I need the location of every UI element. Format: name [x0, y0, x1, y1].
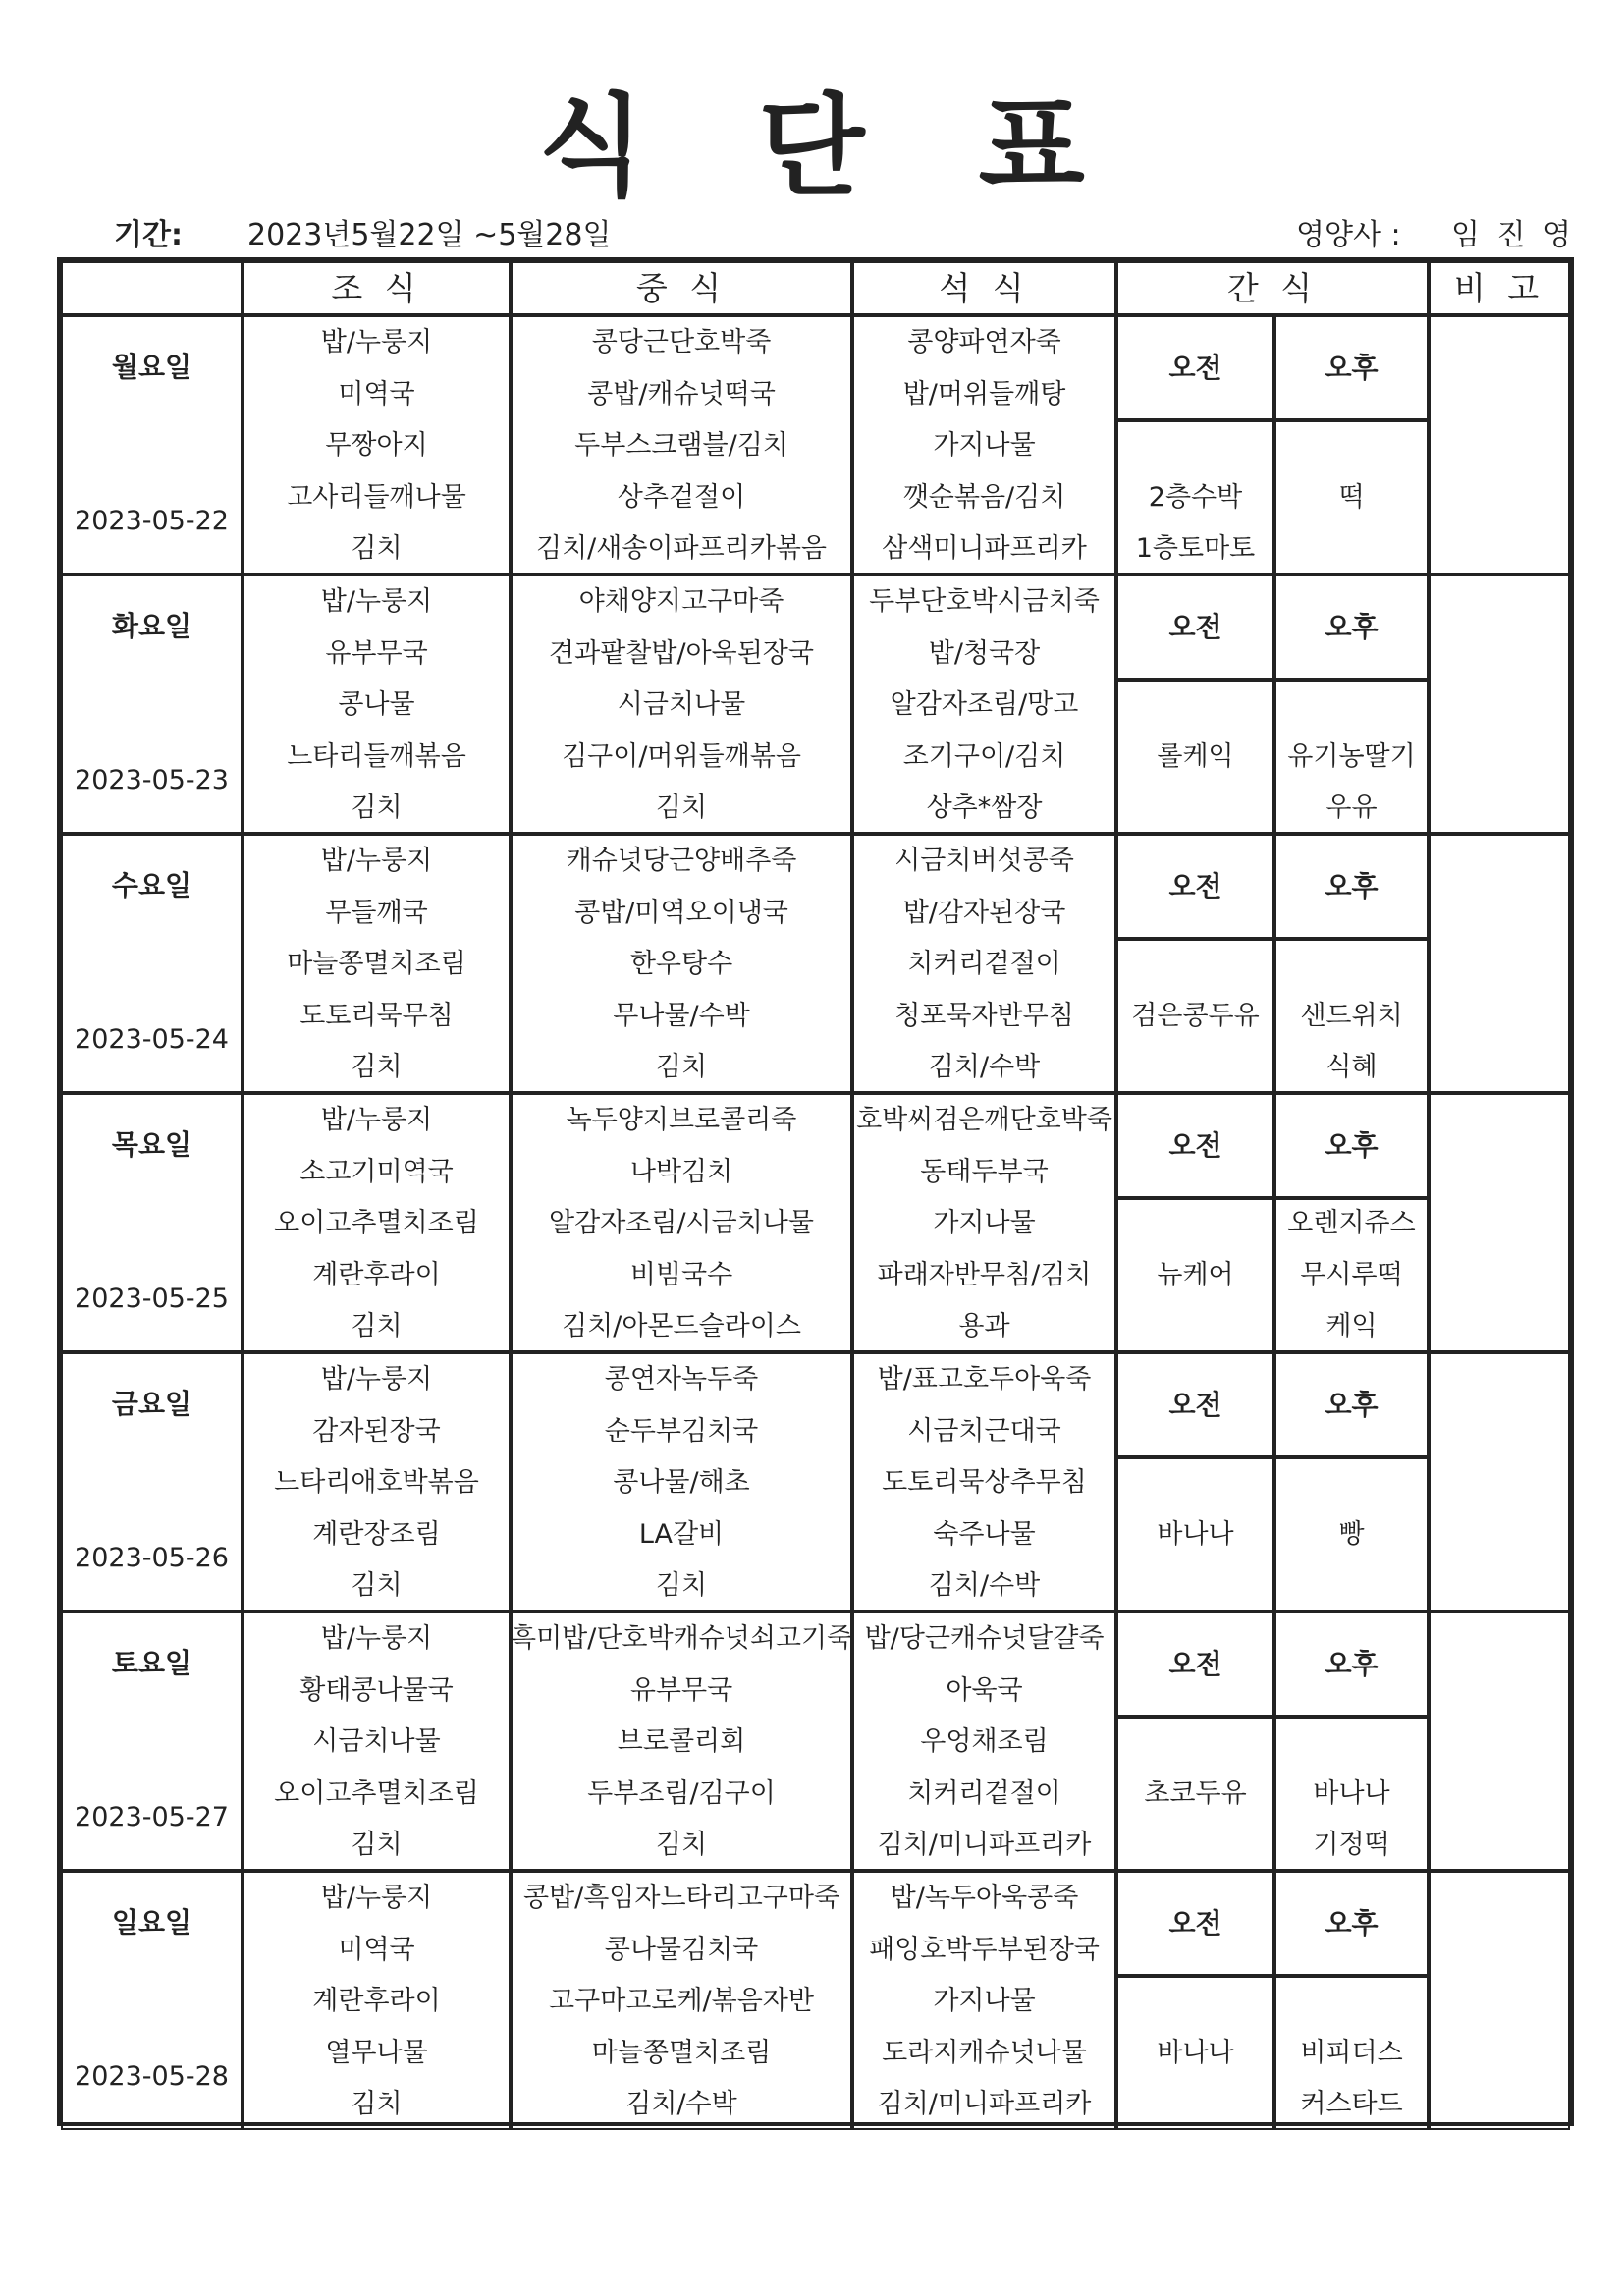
breakfast-item: 느타리들깨볶음: [287, 740, 466, 772]
column-header-snack: 간 식: [1226, 269, 1319, 307]
lunch-item: 나박김치: [629, 1156, 733, 1187]
dinner-item: 밥/감자된장국: [902, 897, 1066, 928]
lunch-item: 야채양지고구마죽: [578, 586, 784, 617]
breakfast-item: 김치: [351, 2089, 403, 2120]
dinner-item: 김치/수박: [928, 1052, 1041, 1083]
title-char-3: 표: [978, 83, 1085, 211]
lunch-item: 콩밥/미역오이냉국: [574, 897, 788, 928]
lunch-item: 녹두양지브로콜리죽: [566, 1105, 797, 1135]
lunch-item: 한우탕수: [629, 949, 733, 980]
breakfast-item: 김치: [351, 1052, 403, 1083]
breakfast-item: 무들깨국: [325, 897, 428, 928]
snack_pm-item: 커스타드: [1300, 2089, 1403, 2120]
column-header-breakfast: 조 식: [331, 269, 422, 307]
snack_am-item: 2층수박: [1148, 481, 1243, 513]
breakfast-item: 무짱아지: [325, 430, 428, 462]
snack-pm-label: 오후: [1325, 1648, 1379, 1680]
day-name: 토요일: [111, 1647, 192, 1679]
day-date: 2023-05-22: [75, 506, 229, 536]
dinner-item: 김치/미니파프리카: [877, 2089, 1092, 2120]
dinner-item: 깻순볶음/김치: [902, 481, 1066, 513]
lunch-item: 비빔국수: [629, 1259, 733, 1290]
breakfast-item: 밥/누룽지: [320, 586, 433, 617]
note-cell: [1429, 1871, 1570, 2130]
dinner-item: 김치/미니파프리카: [877, 1830, 1092, 1861]
dinner-item: 조기구이/김치: [902, 740, 1066, 772]
dinner-item: 아욱국: [946, 1674, 1023, 1706]
lunch-item: 콩나물김치국: [604, 1934, 759, 1965]
lunch-item: LA갈비: [638, 1518, 725, 1550]
lunch-item: 김치/수박: [625, 2089, 737, 2120]
snack_pm-item: 바나나: [1313, 1777, 1390, 1809]
page-title: [0, 59, 1623, 217]
dinner-item: 시금치근대국: [907, 1415, 1061, 1447]
snack_pm-item: 기정떡: [1313, 1830, 1390, 1861]
note-cell: [1429, 574, 1570, 834]
breakfast-item: 시금치나물: [312, 1726, 441, 1758]
lunch-item: 김구이/머위들깨볶음: [562, 740, 801, 772]
dietitian-name: 임 진 영: [1451, 218, 1576, 252]
snack-pm-label: 오후: [1325, 1129, 1379, 1162]
breakfast-item: 밥/누룽지: [320, 846, 433, 876]
snack_am-item: 초코두유: [1144, 1777, 1247, 1809]
dinner-item: 용과: [958, 1311, 1010, 1342]
note-cell: [1429, 315, 1570, 574]
lunch-item: 두부스크램블/김치: [574, 430, 788, 462]
dinner-item: 밥/표고호두아욱죽: [877, 1364, 1092, 1394]
dinner-item: 치커리겉절이: [907, 1777, 1061, 1809]
lunch-item: 김치: [655, 1830, 708, 1861]
dinner-item: 가지나물: [933, 1986, 1036, 2017]
dinner-item: 가지나물: [933, 430, 1036, 462]
breakfast-item: 마늘쫑멸치조림: [287, 949, 466, 980]
breakfast-item: 김치: [351, 793, 403, 824]
snack_pm-item: 식혜: [1325, 1052, 1378, 1083]
day-date: 2023-05-24: [75, 1024, 229, 1055]
lunch-item: 순두부김치국: [604, 1415, 759, 1447]
dinner-item: 패잉호박두부된장국: [869, 1934, 1100, 1965]
note-cell: [1429, 1612, 1570, 1871]
title-char-2: 단: [758, 83, 865, 211]
title-char-1: 식: [538, 83, 645, 211]
note-cell: [1429, 1093, 1570, 1352]
column-header-dinner: 석 식: [939, 269, 1030, 307]
day-name: 금요일: [111, 1388, 192, 1420]
snack-am-label: 오전: [1168, 1648, 1222, 1680]
period-label: 기간:: [114, 218, 183, 252]
breakfast-item: 밥/누룽지: [320, 327, 433, 357]
breakfast-item: 오이고추멸치조림: [274, 1208, 479, 1239]
day-name: 월요일: [111, 351, 192, 383]
snack_pm-item: 케익: [1325, 1311, 1378, 1342]
period-value: 2023년5월22일 ~5월28일: [247, 218, 612, 252]
lunch-item: 콩당근단호박죽: [591, 327, 772, 357]
snack-am-label: 오전: [1168, 352, 1222, 384]
breakfast-item: 밥/누룽지: [320, 1105, 433, 1135]
breakfast-item: 김치: [351, 1570, 403, 1602]
snack-pm-label: 오후: [1325, 611, 1379, 643]
lunch-item: 무나물/수박: [613, 1000, 750, 1031]
day-name: 목요일: [111, 1128, 192, 1161]
breakfast-item: 계란후라이: [312, 1986, 441, 2017]
column-header-note: 비 고: [1453, 269, 1545, 307]
snack_pm-item: 비피더스: [1300, 2037, 1403, 2068]
lunch-item: 김치/아몬드슬라이스: [562, 1311, 801, 1342]
breakfast-item: 계란후라이: [312, 1259, 441, 1290]
day-date: 2023-05-25: [75, 1284, 229, 1314]
lunch-item: 캐슈넛당근양배추죽: [566, 846, 797, 876]
dinner-item: 우엉채조림: [920, 1726, 1049, 1758]
dinner-item: 밥/청국장: [928, 637, 1041, 669]
menu-table: [57, 257, 1574, 2126]
snack_am-item: 롤케익: [1157, 740, 1234, 772]
snack_pm-item: 떡: [1338, 481, 1365, 513]
dinner-item: 치커리겉절이: [907, 949, 1061, 980]
breakfast-item: 황태콩나물국: [299, 1674, 454, 1706]
lunch-item: 시금치나물: [617, 689, 746, 721]
dinner-item: 상추*쌈장: [926, 793, 1043, 824]
breakfast-item: 느타리애호박볶음: [274, 1467, 479, 1499]
snack_pm-item: 오렌지쥬스: [1287, 1208, 1416, 1239]
header-cell-day: [61, 261, 243, 315]
lunch-item: 유부무국: [629, 1674, 733, 1706]
dinner-item: 밥/당근캐슈넛달걀죽: [864, 1623, 1105, 1654]
snack_pm-item: 빵: [1338, 1518, 1365, 1550]
lunch-item: 콩밥/흑임자느타리고구마죽: [522, 1883, 840, 1913]
day-date: 2023-05-28: [75, 2061, 229, 2092]
snack_am-item: 검은콩두유: [1131, 1000, 1260, 1031]
dietitian-label: 영양사 :: [1296, 218, 1401, 252]
breakfast-item: 도토리묵무침: [299, 1000, 454, 1031]
lunch-item: 견과팥찰밥/아욱된장국: [549, 637, 814, 669]
snack_am-item: 뉴케어: [1157, 1259, 1234, 1290]
dinner-item: 도토리묵상추무침: [882, 1467, 1087, 1499]
breakfast-item: 고사리들깨나물: [287, 481, 466, 513]
snack_pm-item: 샌드위치: [1300, 1000, 1403, 1031]
snack-pm-label: 오후: [1325, 1389, 1379, 1421]
breakfast-item: 미역국: [338, 1934, 415, 1965]
lunch-item: 알감자조림/시금치나물: [549, 1208, 814, 1239]
dinner-item: 도라지캐슈넛나물: [882, 2037, 1087, 2068]
dinner-item: 콩양파연자죽: [907, 327, 1061, 357]
lunch-item: 김치/새송이파프리카볶음: [536, 533, 827, 565]
snack-am-label: 오전: [1168, 1907, 1222, 1940]
lunch-item: 콩밥/캐슈넛떡국: [587, 378, 776, 410]
breakfast-item: 소고기미역국: [299, 1156, 454, 1187]
column-header-lunch: 중 식: [635, 269, 728, 307]
snack-am-label: 오전: [1168, 1389, 1222, 1421]
lunch-item: 김치: [655, 1052, 708, 1083]
breakfast-item: 밥/누룽지: [320, 1623, 433, 1654]
breakfast-item: 계란장조림: [312, 1518, 441, 1550]
snack_am-item: 1층토마토: [1135, 533, 1256, 565]
day-date: 2023-05-27: [75, 1802, 229, 1832]
snack-pm-label: 오후: [1325, 1907, 1379, 1940]
breakfast-item: 콩나물: [338, 689, 415, 721]
day-name: 수요일: [111, 869, 192, 902]
lunch-item: 흑미밥/단호박캐슈넛쇠고기죽: [511, 1623, 853, 1654]
breakfast-item: 유부무국: [325, 637, 428, 669]
snack_pm-item: 우유: [1325, 793, 1378, 824]
dinner-item: 가지나물: [933, 1208, 1036, 1239]
snack-pm-label: 오후: [1325, 870, 1379, 902]
note-cell: [1429, 834, 1570, 1093]
dinner-item: 동태두부국: [920, 1156, 1049, 1187]
lunch-item: 김치: [655, 793, 708, 824]
breakfast-item: 김치: [351, 1311, 403, 1342]
dinner-item: 김치/수박: [928, 1570, 1041, 1602]
dinner-item: 밥/녹두아욱콩죽: [890, 1883, 1079, 1913]
breakfast-item: 밥/누룽지: [320, 1883, 433, 1913]
lunch-item: 고구마고로케/볶음자반: [549, 1986, 814, 2017]
day-date: 2023-05-23: [75, 765, 229, 795]
dinner-item: 호박씨검은깨단호박죽: [856, 1105, 1112, 1135]
dinner-item: 밥/머위들깨탕: [902, 378, 1066, 410]
lunch-item: 콩나물/해초: [613, 1467, 750, 1499]
snack_pm-item: 유기농딸기: [1287, 740, 1416, 772]
snack_am-item: 바나나: [1157, 1518, 1234, 1550]
note-cell: [1429, 1352, 1570, 1612]
breakfast-item: 밥/누룽지: [320, 1364, 433, 1394]
day-date: 2023-05-26: [75, 1543, 229, 1573]
lunch-item: 상추겉절이: [617, 481, 746, 513]
day-name: 화요일: [111, 610, 192, 642]
lunch-item: 콩연자녹두죽: [604, 1364, 759, 1394]
snack_am-item: 바나나: [1157, 2037, 1234, 2068]
day-name: 일요일: [111, 1906, 192, 1939]
breakfast-item: 열무나물: [325, 2037, 428, 2068]
snack-pm-label: 오후: [1325, 352, 1379, 384]
lunch-item: 김치: [655, 1570, 708, 1602]
breakfast-item: 김치: [351, 533, 403, 565]
breakfast-item: 미역국: [338, 378, 415, 410]
snack-am-label: 오전: [1168, 870, 1222, 902]
dinner-item: 시금치버섯콩죽: [894, 846, 1074, 876]
dinner-item: 청포묵자반무침: [894, 1000, 1074, 1031]
breakfast-item: 감자된장국: [312, 1415, 441, 1447]
breakfast-item: 오이고추멸치조림: [274, 1777, 479, 1809]
snack-am-label: 오전: [1168, 611, 1222, 643]
dinner-item: 숙주나물: [933, 1518, 1036, 1550]
dinner-item: 파래자반무침/김치: [877, 1259, 1092, 1290]
dinner-item: 두부단호박시금치죽: [869, 586, 1100, 617]
dinner-item: 알감자조림/망고: [890, 689, 1079, 721]
lunch-item: 두부조림/김구이: [587, 1777, 776, 1809]
lunch-item: 브로콜리회: [617, 1726, 746, 1758]
breakfast-item: 김치: [351, 1830, 403, 1861]
snack_pm-item: 무시루떡: [1300, 1259, 1403, 1290]
lunch-item: 마늘쫑멸치조림: [591, 2037, 772, 2068]
snack-am-label: 오전: [1168, 1129, 1222, 1162]
dinner-item: 삼색미니파프리카: [882, 533, 1087, 565]
